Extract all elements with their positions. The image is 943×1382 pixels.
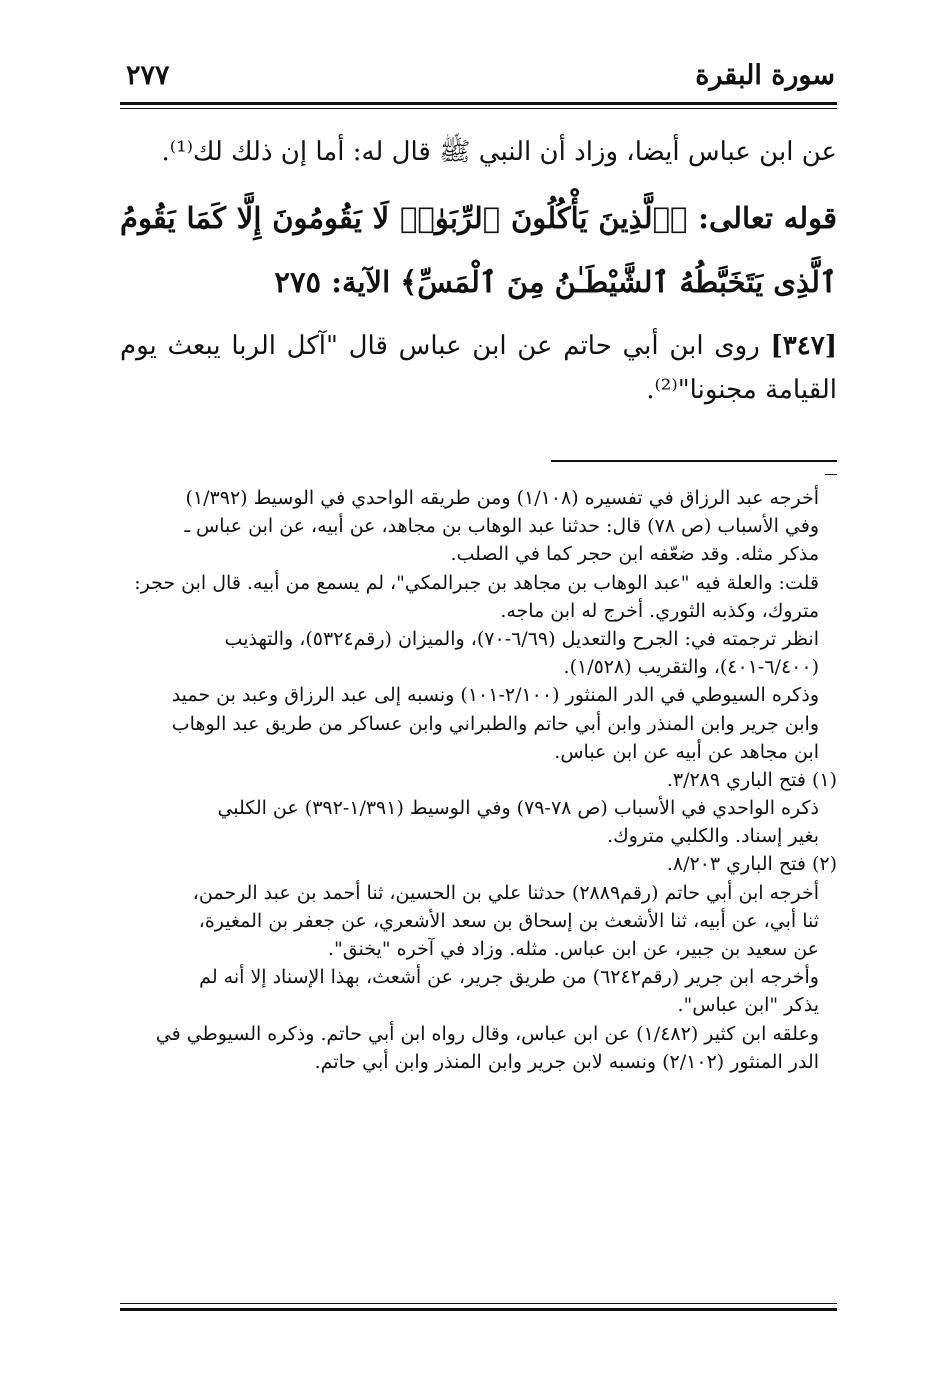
header-rule-thin xyxy=(120,108,837,109)
narration-line-1 xyxy=(120,326,837,368)
footer-rule xyxy=(120,1308,837,1311)
footnote-line: قلت: والعلة فيه "عبد الوهاب بن مجاهد بن جبرالمكي"، لم يسمع من أبيه. قال ابن حجر: xyxy=(134,571,819,594)
footnote-line: وفي الأسباب (ص ٧٨) قال: حدثنا عبد الوهاب بن مجاهد، عن أبيه، عن ابن عباس ـ xyxy=(184,515,819,538)
footnote-line: بغير إسناد. والكلبي متروك. xyxy=(607,825,819,848)
page-number: ٢٧٧ xyxy=(126,60,170,91)
footnote-line: (٦/٤٠٠-٤٠١)، والتقريب (١/٥٢٨). xyxy=(563,656,819,679)
narration-line-2: القيامة مجنونا"⁽²⁾. xyxy=(646,375,837,405)
verse-line-1: قوله تعالى: ﴿ٱلَّذِينَ يَأْكُلُونَ ٱلرِّبَوٰا۟ لَا يَقُومُونَ إِلَّا كَمَا يَقُومُ xyxy=(120,201,837,235)
footnote-line: يذكر "ابن عباس". xyxy=(677,994,819,1017)
footnotes-section xyxy=(120,484,837,1076)
surah-title: سورة البقرة xyxy=(695,60,835,91)
footnote-separator xyxy=(551,460,837,462)
footnote-line: وابن جرير وابن المنذر وابن أبي حاتم والطبراني وابن عساكر من طريق عبد الوهاب xyxy=(171,712,819,735)
paragraph-continuation: عن ابن عباس أيضا، وزاد أن النبي ﷺ قال له: أما إن ذلك لك⁽¹⁾. xyxy=(161,137,837,167)
footnote-line: مذكر مثله. وقد ضعّفه ابن حجر كما في الصلب. xyxy=(450,543,819,566)
narration-number: [٣٤٧] xyxy=(770,331,838,361)
page-header xyxy=(120,58,837,102)
footnote-line: (١) فتح الباري ٣/٢٨٩. xyxy=(666,768,837,791)
footnote-line: ذكره الواحدي في الأسباب (ص ٧٨-٧٩) وفي الوسيط (١/٣٩١-٣٩٢) عن الكلبي xyxy=(217,797,819,820)
footnote-line: وذكره السيوطي في الدر المنثور (٢/١٠٠-١٠١) ونسبه إلى عبد الرزاق وعبد بن حميد xyxy=(171,684,819,707)
footnote-line: ابن مجاهد عن أبيه عن ابن عباس. xyxy=(554,740,819,763)
footnote-line: متروك، وكذبه الثوري. أخرج له ابن ماجه. xyxy=(500,599,819,622)
footnote-marker-dash xyxy=(825,474,837,475)
header-rule xyxy=(120,102,837,105)
footnote-line: ثنا أبي، عن أبيه، ثنا الأشعث بن إسحاق بن سعد الأشعري، عن جعفر بن المغيرة، xyxy=(198,909,819,932)
footer-rule-thin xyxy=(120,1303,837,1304)
footnote-line: أخرجه ابن أبي حاتم (رقم٢٨٨٩) حدثنا علي بن الحسين، ثنا أحمد بن عبد الرحمن، xyxy=(192,881,819,904)
footnote-line: وأخرجه ابن جرير (رقم٦٢٤٢) من طريق جرير، عن أشعث، بهذا الإسناد إلا أنه لم xyxy=(199,966,819,989)
footnote-line: عن سعيد بن جبير، عن ابن عباس. مثله. وزاد في آخره "يخنق". xyxy=(327,938,819,960)
footnote-line: أخرجه عبد الرزاق في تفسيره (١/١٠٨) ومن طريقه الواحدي في الوسيط (١/٣٩٢) xyxy=(185,487,819,509)
footnote-line: انظر ترجمته في: الجرح والتعديل (٦/٦٩-٧٠)، والميزان (رقم٥٣٢٤)، والتهذيب xyxy=(224,627,819,650)
verse-line-2: ٱلَّذِى يَتَخَبَّطُهُ ٱلشَّيْطَـٰنُ مِنَ ٱلْمَسِّ﴾ الآية: ٢٧٥ xyxy=(274,265,837,299)
footnote-line: (٢) فتح الباري ٨/٢٠٣. xyxy=(666,853,837,876)
footnote-line: وعلقه ابن كثير (١/٤٨٢) عن ابن عباس، وقال رواه ابن أبي حاتم. وذكره السيوطي في xyxy=(155,1022,819,1045)
footnote-line: الدر المنثور (٢/١٠٢) ونسبه لابن جرير وابن المنذر وابن أبي حاتم. xyxy=(314,1050,819,1073)
narration-text: روى ابن أبي حاتم عن ابن عباس قال "آكل الربا يبعث يوم xyxy=(120,331,760,361)
